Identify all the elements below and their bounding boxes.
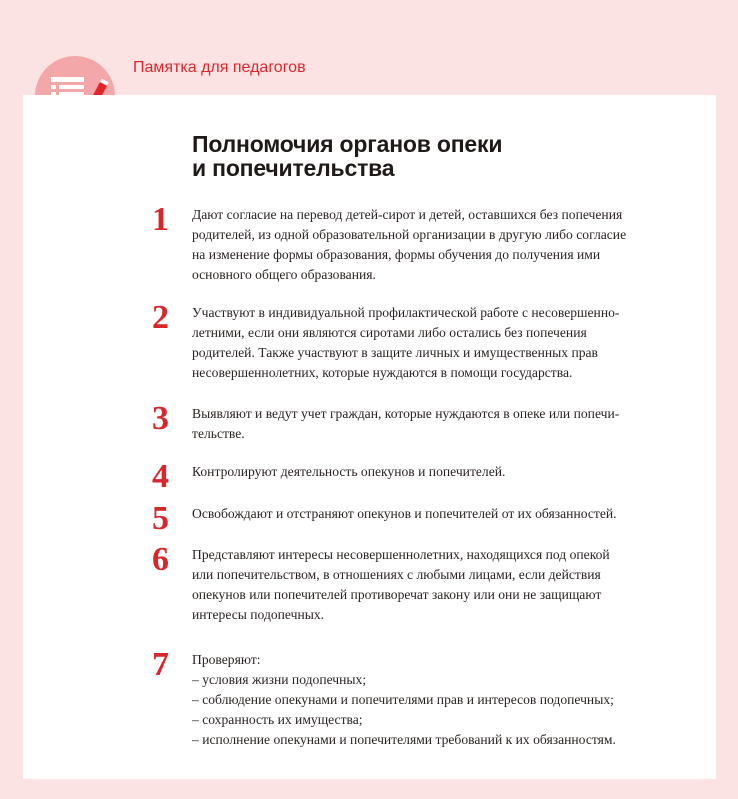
item-text-line: Представляют интересы несовершеннолетних, находящихся под опекой	[192, 547, 610, 562]
item-text-line: Участвуют в индивидуальной профилактической работе с несовершенно-	[192, 305, 620, 320]
item-text	[192, 462, 678, 482]
item-text	[192, 404, 678, 444]
item-text-line: Проверяют:	[192, 652, 261, 667]
item-number: 7	[152, 646, 169, 683]
item-text	[192, 650, 678, 750]
item-text-line: Контролируют деятельность опекунов и попечителей.	[192, 464, 506, 479]
page-title-line-2: и попечительства	[192, 155, 395, 181]
item-text-line: опекунов или попечителей противоречат закону или они не защищают	[192, 587, 602, 602]
page-title-line-1: Полномочия органов опеки	[192, 131, 503, 157]
item-text-line: несовершеннолетних, которые нуждаются в помощи государства.	[192, 365, 573, 380]
header-title: Памятка для педагогов	[133, 59, 306, 76]
list-item: – условия жизни подопечных;	[192, 672, 367, 687]
item-text-line: интересы подопечных.	[192, 607, 325, 622]
item-number: 6	[152, 541, 169, 578]
item-text-line: Дают согласие на перевод детей-сирот и детей, оставшихся без попечения	[192, 207, 623, 222]
item-text-line: родителей, из одной образовательной организации в другую либо согласие	[192, 227, 627, 242]
item-text-line: Освобождают и отстраняют опекунов и попечителей от их обязанностей.	[192, 506, 617, 521]
item-text	[192, 205, 678, 285]
item-text	[192, 303, 678, 383]
item-number: 1	[152, 201, 169, 238]
item-number: 4	[152, 458, 169, 495]
item-number: 3	[152, 400, 169, 437]
list-item: – исполнение опекунами и попечителями требований к их обязанностям.	[192, 732, 616, 747]
item-text-line: Выявляют и ведут учет граждан, которые нуждаются в опеке или попечи-	[192, 406, 620, 421]
item-text-line: на изменение формы образования, формы обучения до получения ими	[192, 247, 601, 262]
item-text-line: летними, если они являются сиротами либо остались без попечения	[192, 325, 587, 340]
item-text-line: тельстве.	[192, 426, 245, 441]
item-number: 2	[152, 299, 169, 336]
item-number: 5	[152, 500, 169, 537]
page-title	[192, 132, 662, 180]
list-item: – соблюдение опекунами и попечителями прав и интересов подопечных;	[192, 692, 614, 707]
list-item: – сохранность их имущества;	[192, 712, 363, 727]
item-text-line: основного общего образования.	[192, 267, 376, 282]
item-text-line: родителей. Также участвуют в защите личных и имущественных прав	[192, 345, 598, 360]
item-text	[192, 545, 678, 625]
item-text	[192, 504, 678, 524]
item-text-line: или попечительством, в отношениях с любыми лицами, если действия	[192, 567, 601, 582]
